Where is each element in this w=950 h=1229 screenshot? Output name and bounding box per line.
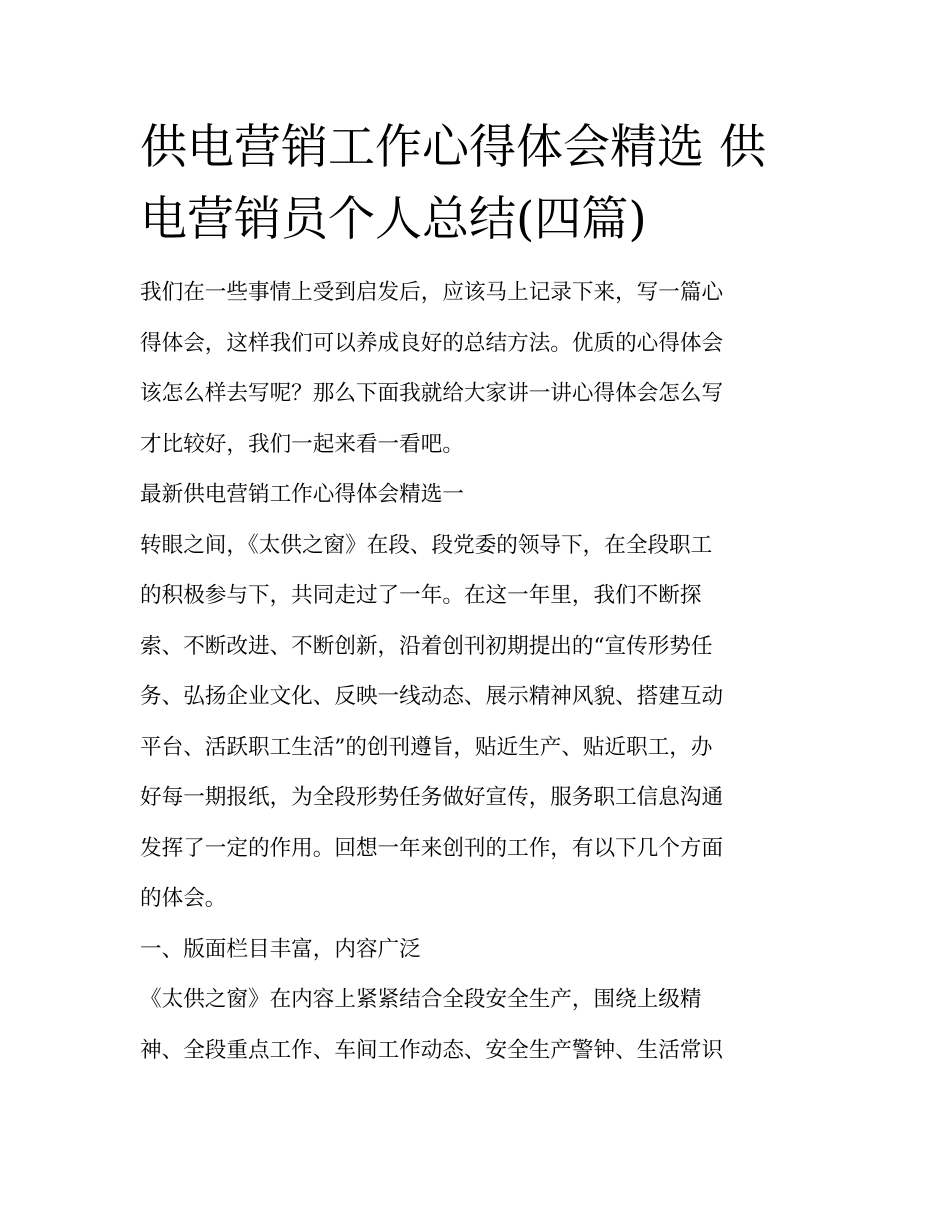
text-line: 才比较好，我们一起来看一看吧。 <box>140 431 464 457</box>
title-line: 电营销员个人总结(四篇) <box>140 192 647 247</box>
text-line: 的体会。 <box>140 886 227 911</box>
text-line: 最新供电营销工作心得体会精选一 <box>140 482 464 507</box>
text-line: 一、版面栏目丰富，内容广泛 <box>140 936 421 962</box>
text-line: 神、全段重点工作、车间工作动态、安全生产警钟、生活常识 <box>140 1037 724 1063</box>
document-title <box>140 112 812 256</box>
text-line: 得体会，这样我们可以养成良好的总结方法。优质的心得体会 <box>140 330 724 356</box>
title-line: 供电营销工作心得体会精选 供 <box>140 120 766 175</box>
body-paragraph <box>140 521 812 925</box>
body-paragraph <box>140 975 812 1076</box>
intro-paragraph <box>140 268 812 470</box>
subsection-heading <box>140 925 812 976</box>
text-line: 我们在一些事情上受到启发后，应该马上记录下来，写一篇心 <box>140 280 724 305</box>
text-line: 该怎么样去写呢？那么下面我就给大家讲一讲心得体会怎么写 <box>140 381 724 406</box>
document-body <box>140 268 812 1076</box>
section-heading <box>140 470 812 521</box>
text-line: 务、弘扬企业文化、反映一线动态、展示精神风貌、搭建互动 <box>140 684 724 709</box>
text-line: 平台、活跃职工生活”的创刊遵旨，贴近生产、贴近职工，办 <box>140 734 713 760</box>
text-line: 发挥了一定的作用。回想一年来创刊的工作，有以下几个方面 <box>140 835 724 861</box>
text-line: 《太供之窗》在内容上紧紧结合全段安全生产，围绕上级精 <box>140 987 702 1012</box>
text-line: 的积极参与下，共同走过了一年。在这一年里，我们不断探 <box>140 583 702 608</box>
document-page <box>140 112 812 1076</box>
text-line: 索、不断改进、不断创新，沿着创刊初期提出的“宣传形势任 <box>140 633 713 659</box>
text-line: 好每一期报纸，为全段形势任务做好宣传，服务职工信息沟通 <box>140 785 724 810</box>
text-line: 转眼之间，《太供之窗》在段、段党委的领导下，在全段职工 <box>140 532 713 558</box>
